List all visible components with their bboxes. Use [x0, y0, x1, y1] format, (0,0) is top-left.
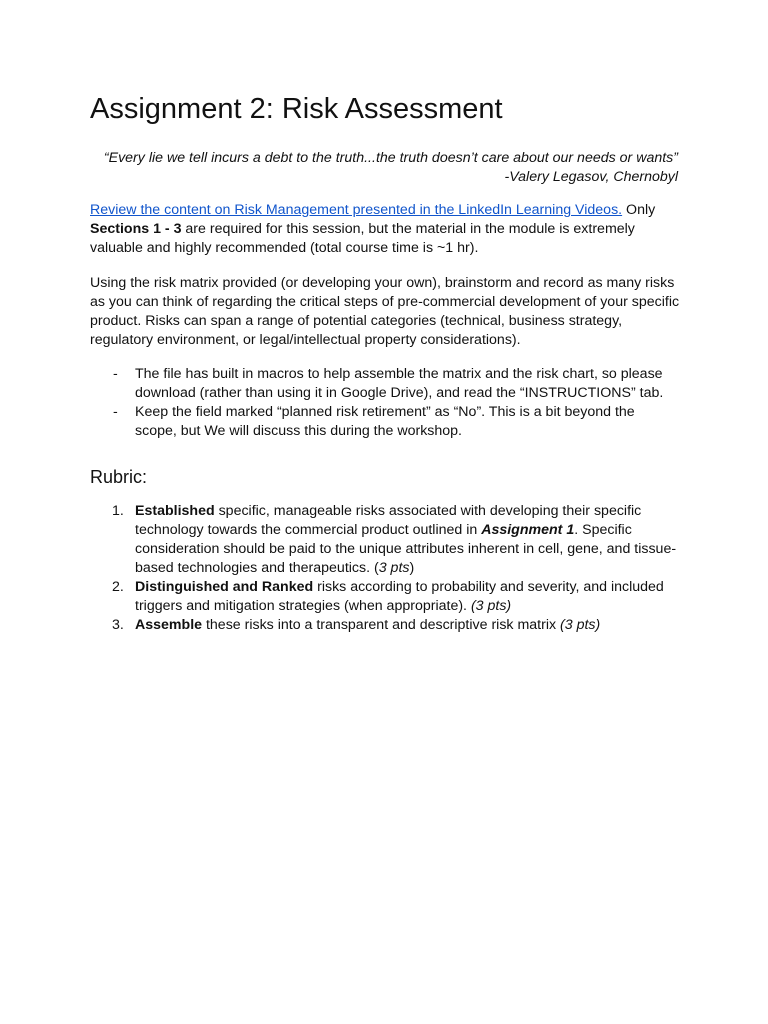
rubric-item-keyword: Established — [135, 503, 215, 519]
assignment-reference: Assignment 1 — [481, 522, 575, 538]
rubric-item-keyword: Assemble — [135, 617, 203, 633]
rubric-item — [90, 578, 680, 616]
rubric-item-points: 3 pts — [378, 560, 410, 576]
intro-text-rest: are required for this session, but the material in the module is extremely valuable and highly recommended (total course time is ~1 hr). — [90, 221, 635, 256]
rubric-item-keyword: Distinguished and Ranked — [135, 579, 314, 595]
rubric-item-text: risks according to probability and severity, and included triggers and mitigation strategies (when appropriate). — [135, 579, 664, 614]
rubric-item-text: ) — [409, 560, 415, 576]
quote-text: “Every lie we tell incurs a debt to the truth...the truth doesn’t care about our needs or wants” — [103, 150, 678, 166]
bullet-marker: - — [113, 366, 118, 382]
rubric-item-points: (3 pts) — [470, 598, 512, 614]
instructions-paragraph: Using the risk matrix provided (or developing your own), brainstorm and record as many risks as you can think of regarding the critical steps of pre-commercial development of your specific product. Risks can span a range of potential categories (technical, business strategy, regulatory environment, or legal/intellectual property considerations). — [90, 275, 680, 348]
rubric-item — [90, 502, 680, 578]
bullet-item — [90, 365, 680, 403]
bullet-text: Keep the field marked “planned risk retirement” as “No”. This is a bit beyond the scope, but We will discuss this during the workshop. — [135, 404, 635, 439]
page-title: Assignment 2: Risk Assessment — [90, 93, 503, 125]
rubric-item-text: specific, manageable risks associated with developing their specific technology towards the commercial product outlined in — [135, 503, 642, 538]
rubric-item-number: 3. — [112, 617, 124, 633]
rubric-item-text: these risks into a transparent and descriptive risk matrix — [202, 617, 561, 633]
rubric-list — [90, 502, 680, 635]
intro-paragraph — [90, 201, 680, 258]
intro-text-after-link: Only — [622, 202, 656, 218]
rubric-item-text: . Specific consideration should be paid to the unique attributes inherent in cell, gene, and tissue-based technologies and therapeutics. ( — [135, 522, 677, 576]
instruction-bullet-list — [90, 365, 680, 441]
rubric-heading: Rubric: — [90, 467, 148, 487]
bullet-item — [90, 403, 680, 441]
rubric-item-body — [135, 503, 676, 576]
rubric-item — [90, 616, 680, 635]
rubric-item-body — [135, 579, 664, 614]
intro-sections-bold: Sections 1 - 3 — [90, 221, 182, 237]
rubric-item-number: 1. — [112, 503, 124, 519]
rubric-item-points: (3 pts) — [560, 617, 601, 633]
linkedin-learning-link[interactable]: Review the content on Risk Management presented in the LinkedIn Learning Videos. — [90, 202, 623, 218]
rubric-item-number: 2. — [112, 579, 124, 595]
epigraph-quote — [90, 149, 678, 187]
bullet-marker: - — [113, 404, 118, 420]
bullet-text: The file has built in macros to help assemble the matrix and the risk chart, so please download (rather than using it in Google Drive), and read the “INSTRUCTIONS” tab. — [135, 366, 664, 401]
quote-attribution: -Valery Legasov, Chernobyl — [504, 169, 678, 185]
rubric-item-body — [135, 617, 600, 633]
